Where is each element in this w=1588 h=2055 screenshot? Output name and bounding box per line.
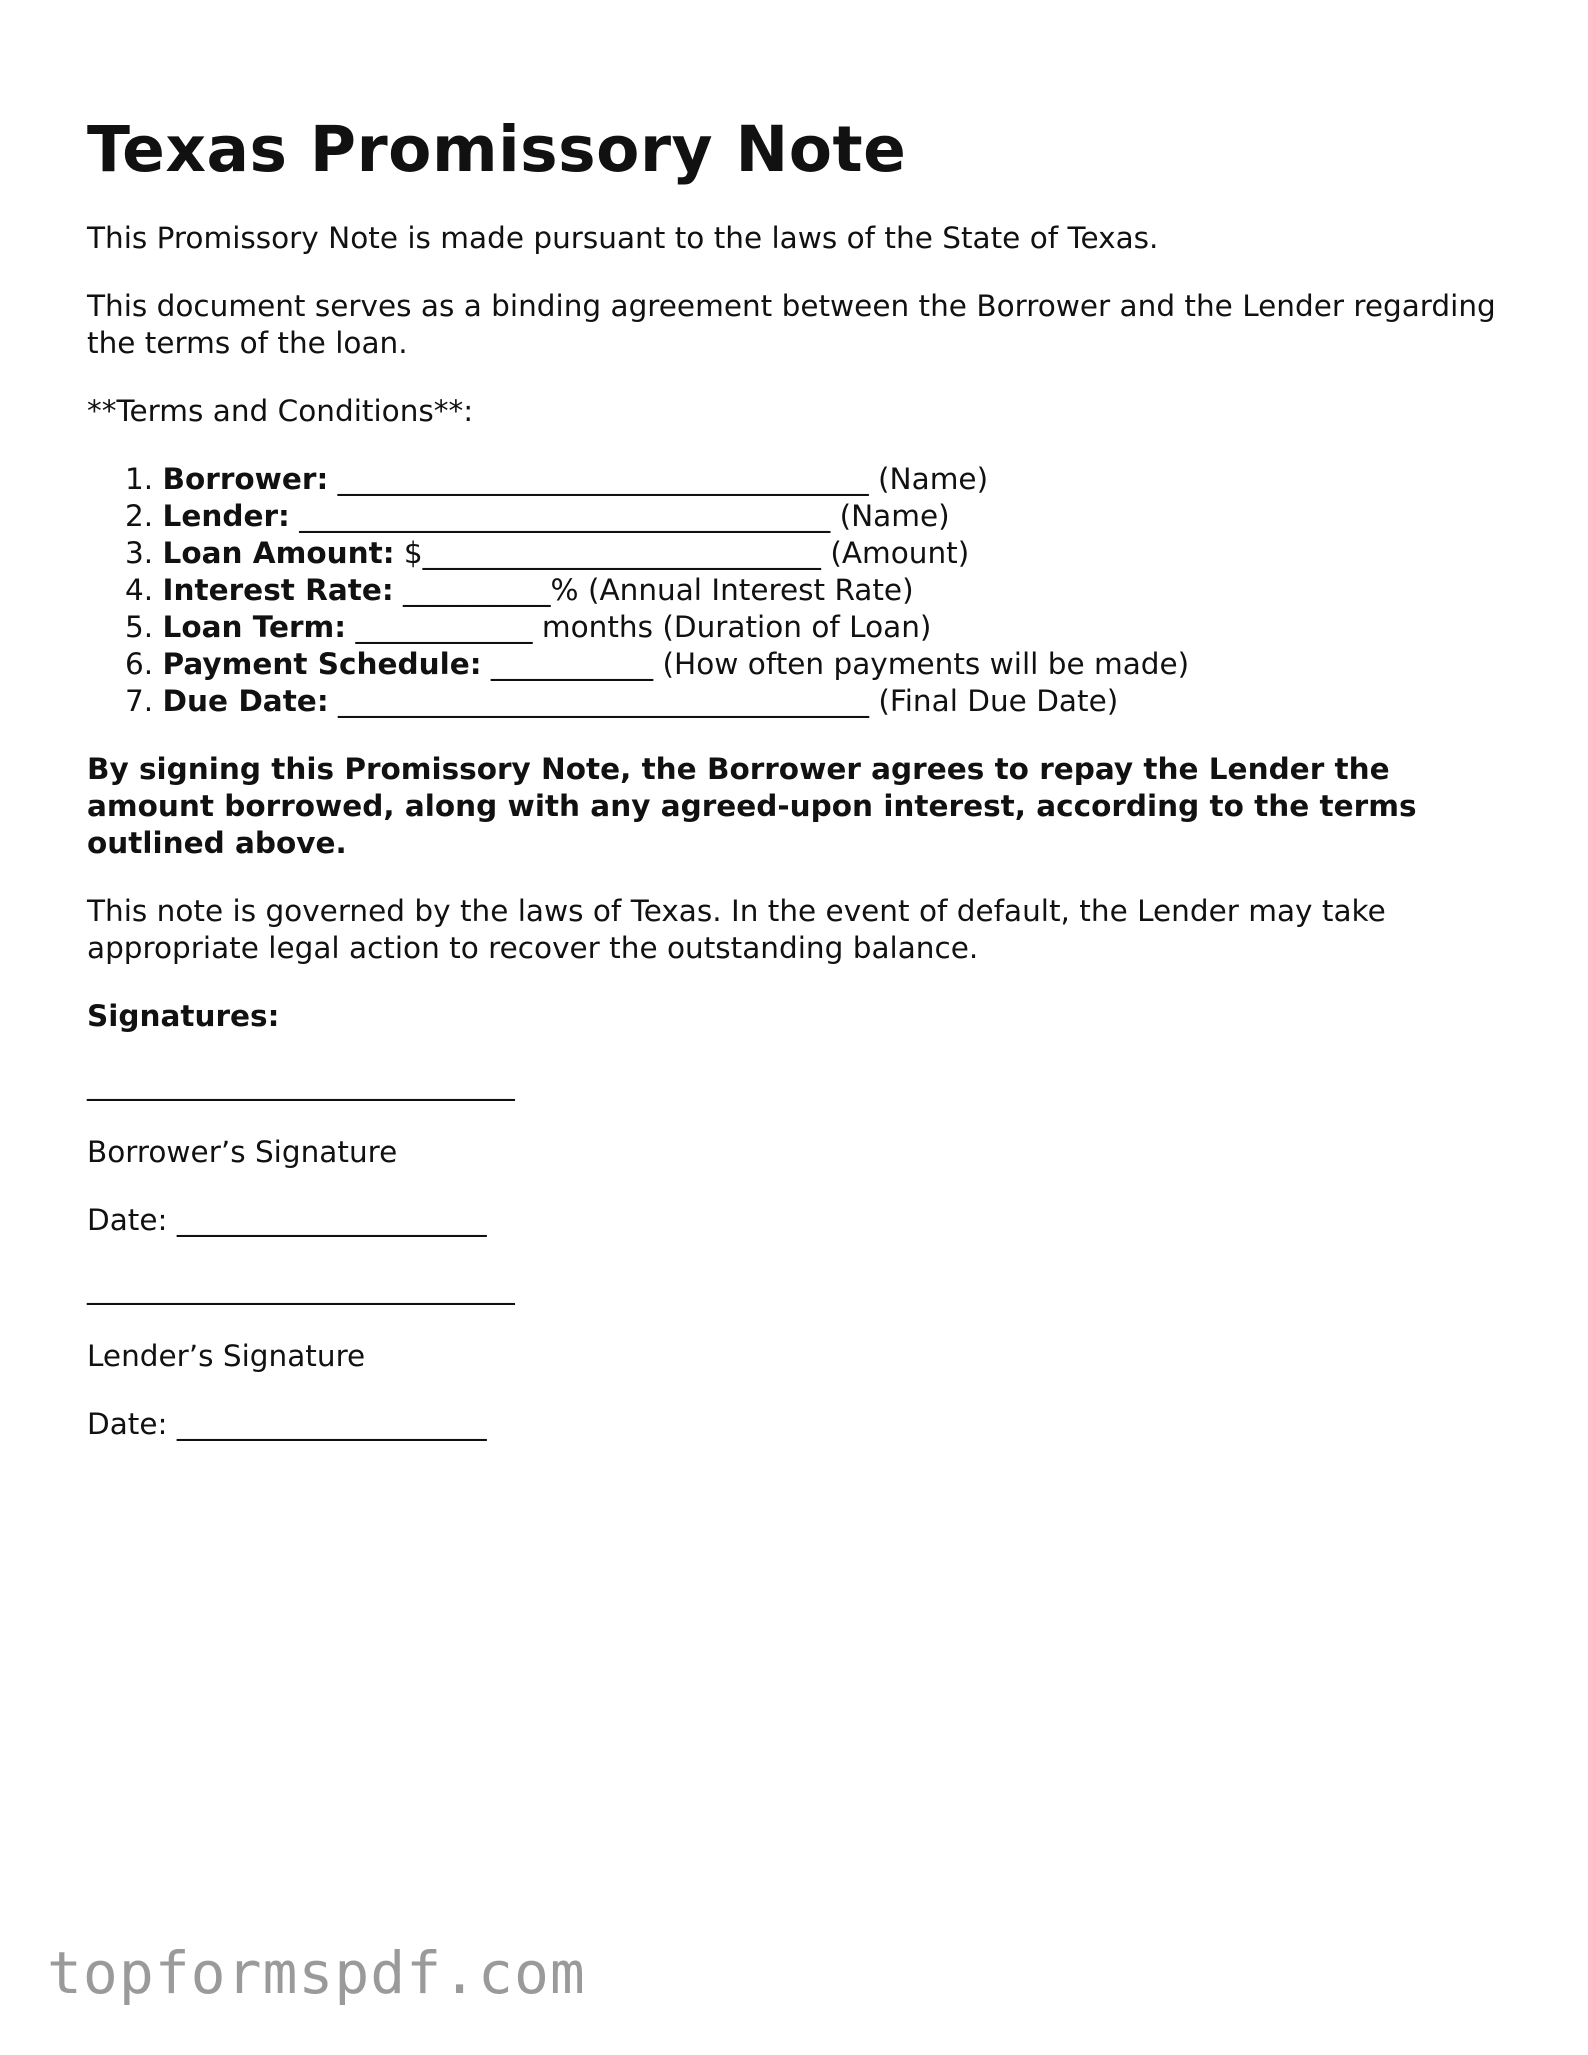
watermark-text: topformspdf.com — [47, 1939, 586, 2007]
term-item-payment-schedule — [125, 646, 1507, 683]
term-number: 4. — [125, 573, 154, 607]
term-number: 5. — [125, 610, 154, 644]
term-note: (Amount) — [830, 536, 970, 570]
term-label: Borrower: — [162, 462, 329, 496]
borrower-signature-block — [87, 1066, 1507, 1239]
document-page — [87, 108, 1507, 1474]
governing-law-paragraph: This note is governed by the laws of Texas. In the event of default, the Lender may take appropriate legal action to recover the outstanding balance. — [87, 894, 1386, 965]
term-number: 3. — [125, 536, 154, 570]
term-number: 6. — [125, 647, 154, 681]
document-title: Texas Promissory Note — [87, 113, 907, 186]
signatures-heading: Signatures: — [87, 999, 280, 1033]
term-note: (Name) — [839, 499, 950, 533]
terms-heading: **Terms and Conditions**: — [87, 394, 474, 428]
term-label: Payment Schedule: — [162, 647, 482, 681]
term-blank: ___________ — [481, 647, 663, 681]
term-label: Loan Term: — [162, 610, 347, 644]
term-label: Loan Amount: — [162, 536, 395, 570]
term-item-borrower — [125, 461, 1507, 498]
term-label: Interest Rate: — [162, 573, 394, 607]
term-item-loan-term — [125, 609, 1507, 646]
term-number: 2. — [125, 499, 154, 533]
term-blank: __________% — [393, 573, 588, 607]
term-blank: $___________________________ — [394, 536, 831, 570]
intro-paragraph-2: This document serves as a binding agreement between the Borrower and the Lender regarding the terms of the loan. — [87, 289, 1496, 360]
term-blank: ____________ — [346, 610, 542, 644]
borrower-signature-line: _____________________________ — [87, 1067, 515, 1101]
term-blank: ____________________________________ — [328, 462, 879, 496]
term-note: (How often payments will be made) — [662, 647, 1190, 681]
term-note: (Name) — [878, 462, 989, 496]
borrower-date-line: Date: _____________________ — [87, 1203, 487, 1237]
borrower-signature-caption: Borrower’s Signature — [87, 1135, 398, 1169]
term-blank: ____________________________________ — [328, 684, 879, 718]
lender-signature-line: _____________________________ — [87, 1271, 515, 1305]
term-note: (Annual Interest Rate) — [587, 573, 914, 607]
term-label: Lender: — [162, 499, 290, 533]
lender-signature-block — [87, 1270, 1507, 1443]
term-number: 7. — [125, 684, 154, 718]
lender-date-line: Date: _____________________ — [87, 1407, 487, 1441]
lender-signature-caption: Lender’s Signature — [87, 1339, 366, 1373]
term-blank: ____________________________________ — [289, 499, 840, 533]
terms-list — [87, 461, 1507, 720]
term-label: Due Date: — [162, 684, 329, 718]
term-item-lender — [125, 498, 1507, 535]
term-note: months (Duration of Loan) — [541, 610, 932, 644]
term-item-loan-amount — [125, 535, 1507, 572]
term-item-due-date — [125, 683, 1507, 720]
intro-paragraph-1: This Promissory Note is made pursuant to the laws of the State of Texas. — [87, 221, 1159, 255]
term-number: 1. — [125, 462, 154, 496]
agreement-paragraph: By signing this Promissory Note, the Borrower agrees to repay the Lender the amount borrowed, along with any agreed-upon interest, according to the terms outlined above. — [87, 752, 1417, 860]
term-item-interest-rate — [125, 572, 1507, 609]
term-note: (Final Due Date) — [878, 684, 1119, 718]
